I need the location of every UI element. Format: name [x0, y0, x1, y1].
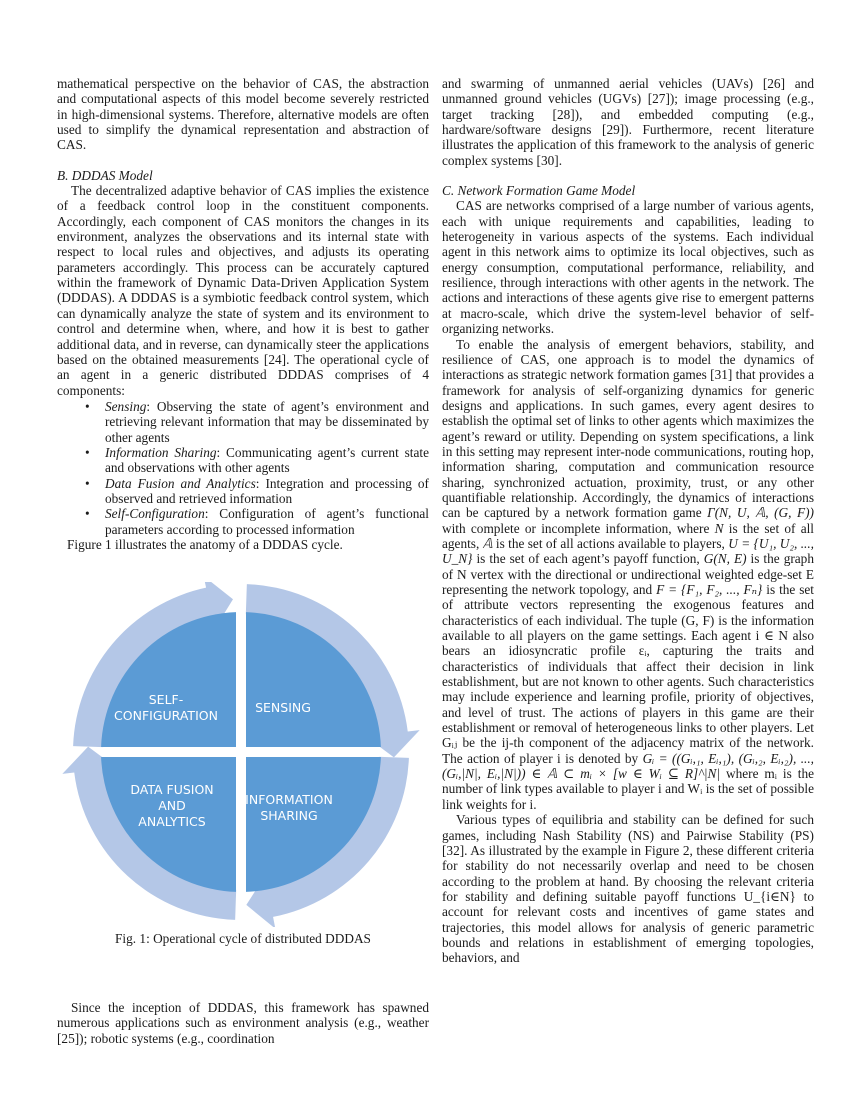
quadrant-label-information-sharing: INFORMATION SHARING	[245, 792, 333, 823]
figure-dddas-cycle	[57, 582, 429, 927]
network-game-paragraph-3: Various types of equilibria and stability can be defined for such games, including Nash Stability (NS) and Pairwise Stability (PS) [32]. As illustrated by the example in Figure 2, these different criteria for stability do not necessarily overlap and need to be chosen according to the problem at hand. By choosing the relevant criteria for stability and defining suitable payoff functions U_{i∈N} to account for relevant costs and incentives of game states and trajectories, this model allows for analysis of generic parametric bounds and relations in establishment of emerging topologies, behaviors, and	[442, 812, 814, 966]
bullet-text: : Communicating agent’s current state and observations with other agents	[105, 444, 429, 476]
intro-paragraph: mathematical perspective on the behavior of CAS, the abstraction and computational aspects of this model become severely restricted in high-dimensional systems. Therefore, alternative models are often used to simplify the dynamical representation and abstraction of CAS.	[57, 76, 429, 153]
text-run: To enable the analysis of emergent behaviors, stability, and resilience of CAS, one approach is to model the dynamics of interactions as strategic network formation games [31] that provides a framework for analysis of self-organizing dynamics for generic designs and applications. In such games, every agent desires to establish the optimal set of links to other agents which maximizes the agent’s reward or utility. Depending on system specifications, a link in this setting may represent inter-node communications, routing hop, information sharing, computation and communication resource sharing, synchronized actuation, proximity, trust, or any other quantifiable relationship. Accordingly, the dynamics of interactions can be captured by a network formation game	[442, 336, 814, 521]
list-item	[87, 506, 429, 537]
math-attributes: F = {F₁, F₂, ..., Fₙ}	[656, 582, 763, 597]
list-item	[87, 476, 429, 507]
continuation-paragraph: and swarming of unmanned aerial vehicles (UAVs) [26] and unmanned ground vehicles (UGVs) [27]); image processing (e.g., target tracking [28]), and embedded computing (e.g., hardware/software designs [29]). Furthermore, recent literature illustrates the application of this framework to the analysis of generic complex systems [30].	[442, 76, 814, 168]
dddas-paragraph: The decentralized adaptive behavior of CAS implies the existence of a feedback control loop in the constituent components. Accordingly, each component of CAS monitors the changes in its environment, analyzes the observations and its internal state with respect to local rules and objectives, and adjusts its operating parameters accordingly. This process can be accurately captured within the framework of Dynamic Data-Driven Application System (DDDAS). A DDDAS is a symbiotic feedback control system, which can dynamically analyze the state of system and its environment to control and determine when, where, and how it is best to gather additional data, and in reverse, can dynamically steer the applications based on the obtained measurements [24]. The operational cycle of an agent in a generic distributed DDDAS comprises of 4 components:	[57, 183, 429, 398]
text-run: is the set of all agents,	[442, 520, 815, 551]
network-game-paragraph-1: CAS are networks comprised of a large number of various agents, each with unique requirements and capabilities, leading to heterogeneity in various aspects of the systems. Each individual agent in this network aims to optimize its local objectives, such as energy consumption, computational performance, reliability, and resilience, through interactions with other agents in the network. The actions and interactions of these agents give rise to emergent patterns at macro-scale, which drive the system-level behavior of self-organizing networks.	[442, 198, 814, 337]
left-column	[57, 76, 429, 552]
quadrant-self-configuration	[101, 612, 236, 747]
network-game-paragraph-2	[442, 337, 814, 813]
bullet-text: : Integration and processing of observed and retrieved information	[105, 475, 429, 506]
text-run: is the set of all actions available to players,	[492, 535, 729, 551]
applications-paragraph: Since the inception of DDDAS, this framework has spawned numerous applications such as environment analysis (e.g., weather [25]); robotic systems (e.g., coordination	[57, 1000, 429, 1046]
text-run: is the graph of N vertex with the directional or undirectional weighted edge-set E representing the network topology, and	[442, 551, 814, 597]
math-game-definition: Γ(N, U, 𝔸, (G, F))	[707, 505, 814, 521]
list-item	[87, 399, 429, 445]
text-run: with complete or incomplete information, where	[442, 520, 715, 536]
bullet-term: Information Sharing	[105, 444, 217, 460]
text-run: is the set of attribute vectors representing the exogenous features and characteristics of each individual. The tuple (G, F) is the information available to all players on the game settings. Each agent i ∈ N also bears an idiosyncratic profile εᵢ, capturing the traits and characteristics of individuals that affect their decision in link establishment, but are not known to other agents. Such characteristics may include experience and learning profile, priority of objectives, and level of trust. The actions of players in this game are their establishment or removal of heterogeneous links to other players. Let Gᵢⱼ be the ij-th component of the adjacency matrix of the network. The action of player i is denoted by	[442, 582, 814, 766]
quadrant-label-data-fusion-analytics: DATA FUSION AND ANALYTICS	[130, 782, 214, 829]
bullet-term: Self-Configuration	[105, 506, 205, 522]
bullet-term: Sensing	[105, 398, 147, 414]
math-actions: 𝔸	[482, 535, 493, 551]
quadrant-label-self-configuration: SELF-CONFIGURATION	[114, 692, 218, 723]
right-column	[442, 76, 814, 966]
dddas-components-list	[57, 399, 429, 537]
cycle-quadrants	[101, 612, 381, 892]
cycle-arrows	[62, 582, 419, 927]
math-graph: G(N, E)	[703, 551, 747, 567]
section-heading-dddas-model: B. DDDAS Model	[57, 167, 153, 183]
math-n: N	[714, 520, 724, 536]
math-payoff-set: U = {U₁, U₂, ..., U_N}	[442, 535, 814, 567]
section-heading-network-formation-game: C. Network Formation Game Model	[442, 183, 636, 199]
quadrant-label-sensing: SENSING	[255, 700, 311, 715]
bullet-text: : Configuration of agent’s functional parameters according to processed information	[105, 506, 429, 537]
math-player-action: Gᵢ = ((Gᵢ,₁, Eᵢ,₁), (Gᵢ,₂, Eᵢ,₂), ..., (Gᵢ,|N|, Eᵢ,|N|)) ∈ 𝔸 ⊂ mᵢ × [w ∈ Wᵢ ⊆ R]^|N|	[442, 750, 814, 782]
list-item	[87, 445, 429, 476]
text-run: is the set of each agent’s payoff function,	[472, 551, 704, 567]
after-figure-text	[57, 1000, 429, 1046]
bullet-term: Data Fusion and Analytics	[105, 475, 256, 491]
quadrant-sensing	[246, 612, 381, 747]
dddas-cycle-diagram	[57, 582, 429, 927]
bullet-text: : Observing the state of agent’s environment and retrieving relevant information that may be disseminated by other agents	[105, 398, 429, 445]
figure-caption: Fig. 1: Operational cycle of distributed DDDAS	[115, 931, 371, 946]
quadrant-information-sharing	[246, 757, 381, 892]
figure-reference-sentence: Figure 1 illustrates the anatomy of a DDDAS cycle.	[67, 536, 343, 552]
text-run: where mᵢ is the number of link types available to player i and Wᵢ is the set of possible link weights for i.	[442, 766, 815, 812]
